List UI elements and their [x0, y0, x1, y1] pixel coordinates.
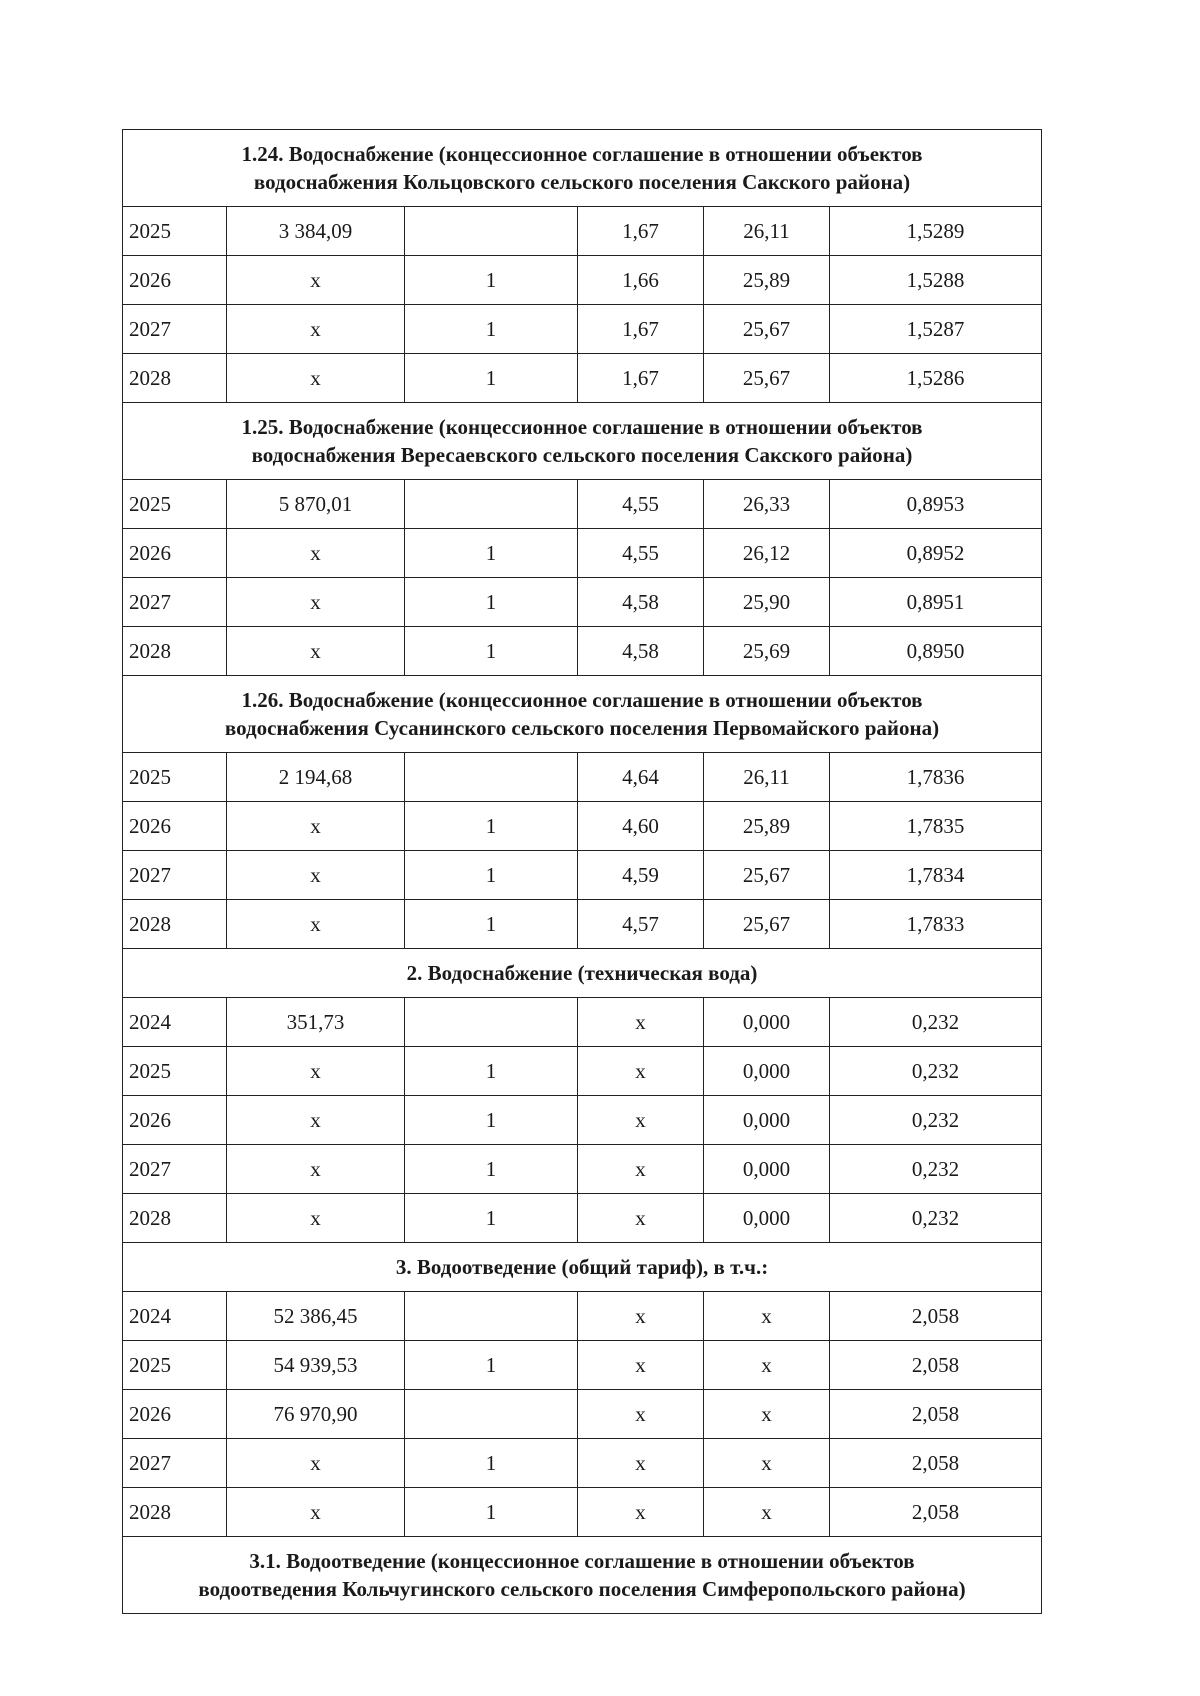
- value-a-cell: 4,57: [578, 900, 704, 949]
- amount-cell: х: [227, 305, 405, 354]
- value-a-cell: х: [578, 1488, 704, 1537]
- table-row: [123, 529, 1042, 578]
- value-b-cell: 0,000: [704, 1047, 830, 1096]
- amount-cell: х: [227, 1145, 405, 1194]
- section-title-line: 3. Водоотведение (общий тариф), в т.ч.:: [395, 1255, 769, 1279]
- table-row: [123, 305, 1042, 354]
- table-row: [123, 1194, 1042, 1243]
- value-a-cell: х: [578, 1341, 704, 1390]
- flag-cell: 1: [405, 1488, 578, 1537]
- year-cell: 2028: [123, 1488, 227, 1537]
- value-a-cell: х: [578, 1292, 704, 1341]
- table-row: [123, 578, 1042, 627]
- section-title-line: 1.25. Водоснабжение (концессионное соглашение в отношении объектов: [241, 415, 923, 439]
- table-row: [123, 1145, 1042, 1194]
- table-row: [123, 1341, 1042, 1390]
- year-cell: 2025: [123, 1047, 227, 1096]
- flag-cell: [405, 1390, 578, 1439]
- value-a-cell: 4,64: [578, 753, 704, 802]
- value-b-cell: х: [704, 1488, 830, 1537]
- value-a-cell: х: [578, 1047, 704, 1096]
- amount-cell: 3 384,09: [227, 207, 405, 256]
- year-cell: 2027: [123, 578, 227, 627]
- flag-cell: 1: [405, 578, 578, 627]
- flag-cell: 1: [405, 802, 578, 851]
- amount-cell: 54 939,53: [227, 1341, 405, 1390]
- value-a-cell: 4,55: [578, 529, 704, 578]
- amount-cell: 5 870,01: [227, 480, 405, 529]
- section-title-line: водоснабжения Сусанинского сельского поселения Первомайского района): [224, 716, 940, 740]
- coefficient-cell: 0,8951: [830, 578, 1042, 627]
- value-b-cell: 0,000: [704, 998, 830, 1047]
- coefficient-cell: 0,232: [830, 1145, 1042, 1194]
- value-a-cell: 4,59: [578, 851, 704, 900]
- table-row: [123, 1488, 1042, 1537]
- section-title-line: 3.1. Водоотведение (концессионное соглашение в отношении объектов: [249, 1549, 915, 1573]
- flag-cell: [405, 1292, 578, 1341]
- flag-cell: 1: [405, 851, 578, 900]
- table-row: [123, 256, 1042, 305]
- year-cell: 2028: [123, 354, 227, 403]
- flag-cell: [405, 998, 578, 1047]
- value-a-cell: х: [578, 1145, 704, 1194]
- section-title: [123, 1537, 1042, 1614]
- year-cell: 2026: [123, 802, 227, 851]
- table-row: [123, 480, 1042, 529]
- flag-cell: 1: [405, 354, 578, 403]
- section-title: [123, 130, 1042, 207]
- amount-cell: х: [227, 1488, 405, 1537]
- amount-cell: х: [227, 900, 405, 949]
- year-cell: 2027: [123, 1145, 227, 1194]
- amount-cell: х: [227, 256, 405, 305]
- year-cell: 2028: [123, 627, 227, 676]
- flag-cell: 1: [405, 1439, 578, 1488]
- coefficient-cell: 2,058: [830, 1488, 1042, 1537]
- table-row: [123, 1439, 1042, 1488]
- flag-cell: 1: [405, 1096, 578, 1145]
- flag-cell: [405, 753, 578, 802]
- amount-cell: 52 386,45: [227, 1292, 405, 1341]
- year-cell: 2025: [123, 753, 227, 802]
- section-title-line: водоснабжения Кольцовского сельского поселения Сакского района): [253, 170, 911, 194]
- value-b-cell: 25,89: [704, 256, 830, 305]
- year-cell: 2025: [123, 480, 227, 529]
- year-cell: 2024: [123, 1292, 227, 1341]
- tariff-table: [122, 129, 1042, 1614]
- value-b-cell: 26,11: [704, 753, 830, 802]
- table-body: [123, 130, 1042, 1614]
- amount-cell: х: [227, 1439, 405, 1488]
- flag-cell: 1: [405, 529, 578, 578]
- year-cell: 2026: [123, 256, 227, 305]
- value-b-cell: 26,33: [704, 480, 830, 529]
- section-header-row: [123, 676, 1042, 753]
- section-header-row: [123, 949, 1042, 998]
- amount-cell: х: [227, 1096, 405, 1145]
- amount-cell: 2 194,68: [227, 753, 405, 802]
- coefficient-cell: 1,7836: [830, 753, 1042, 802]
- coefficient-cell: 2,058: [830, 1341, 1042, 1390]
- section-header-row: [123, 130, 1042, 207]
- value-b-cell: х: [704, 1292, 830, 1341]
- amount-cell: 76 970,90: [227, 1390, 405, 1439]
- coefficient-cell: 0,8953: [830, 480, 1042, 529]
- flag-cell: 1: [405, 900, 578, 949]
- value-b-cell: х: [704, 1390, 830, 1439]
- year-cell: 2028: [123, 1194, 227, 1243]
- year-cell: 2028: [123, 900, 227, 949]
- value-a-cell: х: [578, 1390, 704, 1439]
- section-title-line: водоотведения Кольчугинского сельского поселения Симферопольского района): [198, 1577, 966, 1601]
- coefficient-cell: 0,8952: [830, 529, 1042, 578]
- coefficient-cell: 1,5288: [830, 256, 1042, 305]
- section-header-row: [123, 1243, 1042, 1292]
- table-row: [123, 802, 1042, 851]
- table-row: [123, 627, 1042, 676]
- value-a-cell: 4,55: [578, 480, 704, 529]
- coefficient-cell: 0,8950: [830, 627, 1042, 676]
- value-b-cell: х: [704, 1439, 830, 1488]
- coefficient-cell: 2,058: [830, 1390, 1042, 1439]
- year-cell: 2026: [123, 529, 227, 578]
- section-title: [123, 676, 1042, 753]
- value-b-cell: 26,12: [704, 529, 830, 578]
- value-b-cell: 0,000: [704, 1194, 830, 1243]
- section-title-line: 1.24. Водоснабжение (концессионное соглашение в отношении объектов: [241, 142, 923, 166]
- coefficient-cell: 1,7834: [830, 851, 1042, 900]
- flag-cell: 1: [405, 1194, 578, 1243]
- amount-cell: х: [227, 354, 405, 403]
- section-title: [123, 403, 1042, 480]
- year-cell: 2025: [123, 1341, 227, 1390]
- table-row: [123, 1047, 1042, 1096]
- year-cell: 2025: [123, 207, 227, 256]
- year-cell: 2026: [123, 1096, 227, 1145]
- table-row: [123, 1292, 1042, 1341]
- coefficient-cell: 2,058: [830, 1292, 1042, 1341]
- amount-cell: х: [227, 802, 405, 851]
- year-cell: 2024: [123, 998, 227, 1047]
- flag-cell: [405, 207, 578, 256]
- coefficient-cell: 1,5289: [830, 207, 1042, 256]
- amount-cell: х: [227, 578, 405, 627]
- year-cell: 2027: [123, 1439, 227, 1488]
- value-b-cell: 0,000: [704, 1145, 830, 1194]
- value-b-cell: х: [704, 1341, 830, 1390]
- value-a-cell: 4,58: [578, 627, 704, 676]
- section-title: [123, 949, 1042, 998]
- flag-cell: 1: [405, 256, 578, 305]
- year-cell: 2027: [123, 851, 227, 900]
- coefficient-cell: 0,232: [830, 1047, 1042, 1096]
- amount-cell: х: [227, 627, 405, 676]
- coefficient-cell: 0,232: [830, 998, 1042, 1047]
- table-row: [123, 753, 1042, 802]
- coefficient-cell: 0,232: [830, 1194, 1042, 1243]
- section-header-row: [123, 1537, 1042, 1614]
- year-cell: 2027: [123, 305, 227, 354]
- flag-cell: 1: [405, 627, 578, 676]
- flag-cell: [405, 480, 578, 529]
- year-cell: 2026: [123, 1390, 227, 1439]
- section-title-line: 1.26. Водоснабжение (концессионное соглашение в отношении объектов: [241, 688, 923, 712]
- value-b-cell: 26,11: [704, 207, 830, 256]
- value-a-cell: х: [578, 1439, 704, 1488]
- value-b-cell: 25,69: [704, 627, 830, 676]
- flag-cell: 1: [405, 1145, 578, 1194]
- value-b-cell: 25,67: [704, 354, 830, 403]
- coefficient-cell: 2,058: [830, 1439, 1042, 1488]
- value-a-cell: 4,58: [578, 578, 704, 627]
- section-title: [123, 1243, 1042, 1292]
- amount-cell: х: [227, 851, 405, 900]
- flag-cell: 1: [405, 1341, 578, 1390]
- amount-cell: х: [227, 1194, 405, 1243]
- table-row: [123, 998, 1042, 1047]
- amount-cell: 351,73: [227, 998, 405, 1047]
- table-row: [123, 851, 1042, 900]
- section-title-line: водоснабжения Вересаевского сельского поселения Сакского района): [251, 443, 913, 467]
- value-a-cell: х: [578, 1096, 704, 1145]
- value-a-cell: х: [578, 998, 704, 1047]
- table-row: [123, 1096, 1042, 1145]
- value-b-cell: 25,67: [704, 305, 830, 354]
- table-row: [123, 207, 1042, 256]
- coefficient-cell: 0,232: [830, 1096, 1042, 1145]
- coefficient-cell: 1,5287: [830, 305, 1042, 354]
- value-a-cell: х: [578, 1194, 704, 1243]
- amount-cell: х: [227, 1047, 405, 1096]
- value-b-cell: 25,67: [704, 900, 830, 949]
- flag-cell: 1: [405, 1047, 578, 1096]
- table-row: [123, 900, 1042, 949]
- value-b-cell: 25,89: [704, 802, 830, 851]
- coefficient-cell: 1,5286: [830, 354, 1042, 403]
- flag-cell: 1: [405, 305, 578, 354]
- value-a-cell: 4,60: [578, 802, 704, 851]
- value-a-cell: 1,67: [578, 354, 704, 403]
- table-row: [123, 354, 1042, 403]
- coefficient-cell: 1,7833: [830, 900, 1042, 949]
- value-b-cell: 25,67: [704, 851, 830, 900]
- value-b-cell: 0,000: [704, 1096, 830, 1145]
- table-row: [123, 1390, 1042, 1439]
- coefficient-cell: 1,7835: [830, 802, 1042, 851]
- value-a-cell: 1,66: [578, 256, 704, 305]
- section-header-row: [123, 403, 1042, 480]
- value-a-cell: 1,67: [578, 305, 704, 354]
- value-a-cell: 1,67: [578, 207, 704, 256]
- value-b-cell: 25,90: [704, 578, 830, 627]
- amount-cell: х: [227, 529, 405, 578]
- section-title-line: 2. Водоснабжение (техническая вода): [406, 961, 758, 985]
